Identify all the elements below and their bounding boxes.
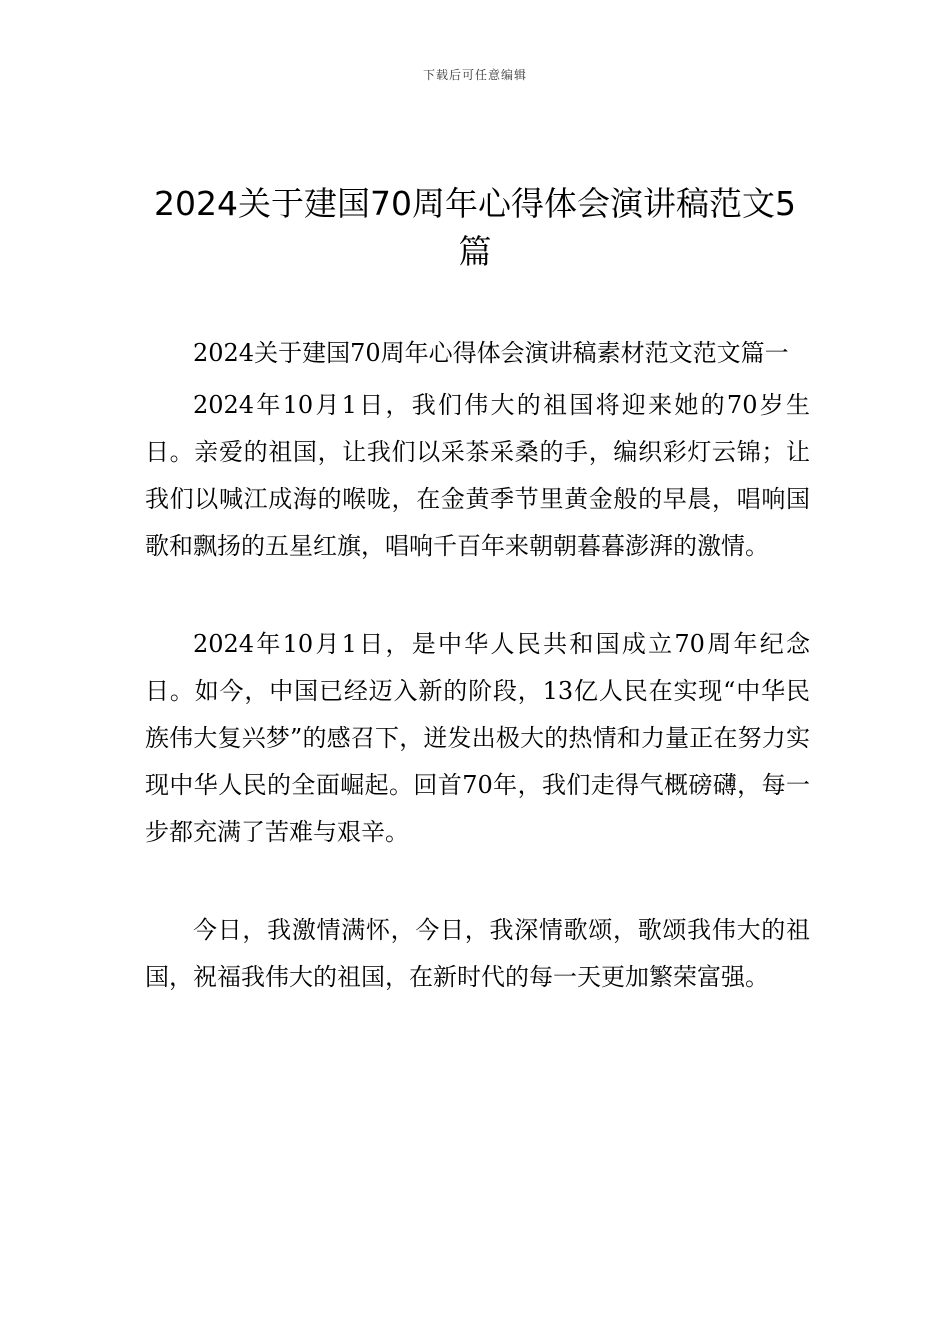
document-body bbox=[145, 330, 810, 1001]
paragraph-2: 2024年10月1日，是中华人民共和国成立70周年纪念日。如今，中国已经迈入新的阶段，13亿人民在实现“中华民族伟大复兴梦”的感召下，迸发出极大的热情和力量正在努力实现中华人民的全面崛起。回首70年，我们走得气概磅礴，每一步都充满了苦难与艰辛。 bbox=[145, 630, 810, 846]
section-heading: 2024关于建国70周年心得体会演讲稿素材范文范文篇一 bbox=[193, 339, 789, 367]
paragraph-1: 2024年10月1日，我们伟大的祖国将迎来她的70岁生日。亲爱的祖国，让我们以采茶采桑的手，编织彩灯云锦；让我们以喊江成海的喉咙，在金黄季节里黄金般的早晨，唱响国歌和飘扬的五星红旗，唱响千百年来朝朝暮暮澎湃的激情。 bbox=[145, 391, 810, 560]
paragraph-3: 今日，我激情满怀，今日，我深情歌颂，歌颂我伟大的祖国，祝福我伟大的祖国，在新时代的每一天更加繁荣富强。 bbox=[145, 916, 810, 991]
document-title: 2024关于建国70周年心得体会演讲稿范文5篇 bbox=[154, 184, 796, 271]
page-header-note: 下载后可任意编辑 bbox=[422, 68, 527, 82]
